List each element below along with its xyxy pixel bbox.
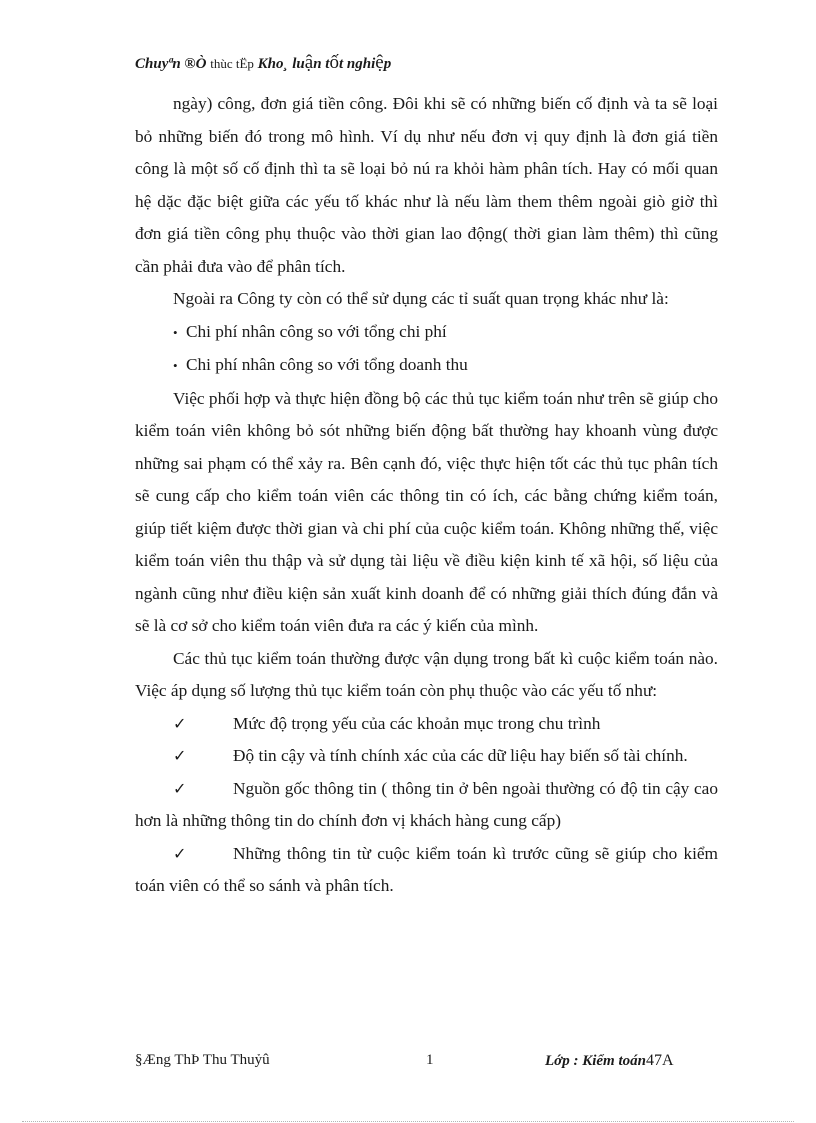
bullet-icon: •	[173, 324, 178, 340]
bullet-item-2	[135, 349, 718, 383]
header-text-7: t nghi	[338, 56, 376, 72]
checkmark-icon: ✓	[173, 713, 187, 733]
footer-author-text-2: ỷ	[254, 1052, 263, 1068]
check-text-3: Nguồn gốc thông tin ( thông tin ở bên ngoài thường có độ tin cậy cao hơn là những thông tin do chính đơn vị khách hàng cung cấp)	[135, 778, 718, 830]
check-text-2: Độ tin cậy và tính chính xác của các dữ liệu hay biến số tài chính.	[233, 746, 688, 765]
header-text-1: Chuyªn ®Ò	[135, 56, 207, 72]
footer-class-number: 47A	[645, 1052, 674, 1069]
bullet-icon: •	[173, 358, 178, 373]
footer-class-label: Lớp : Kiểm toán	[545, 1053, 646, 1069]
header-text-9: p	[383, 56, 392, 72]
bullet-text-2: Chi phí nhân công so với tổng doanh thu	[186, 355, 468, 374]
paragraph-1: ngày) công, đơn giá tiền công. Đôi khi sẽ có những biến cố định và ta sẽ loại bỏ những biến đó trong mô hình. Ví dụ như nếu đơn vị quy định là đơn giá tiền công là một số cố định thì ta sẽ loại bỏ nú ra khỏi hàm phân tích. Hay có mối quan hệ dặc đặc biệt giữa các yếu tố khác như là nếu làm them thêm ngoài giò giờ thì đơn giá tiền công phụ thuộc vào thời gian lao động( thời gian làm thêm) thì cũng cần phải đưa vào để phân tích.	[135, 94, 718, 276]
page-number: 1	[426, 1052, 434, 1068]
page-body	[135, 88, 718, 903]
footer-author-text-3: û	[262, 1052, 270, 1068]
check-text-1: Mức độ trọng yếu của các khoản mục trong chu trình	[233, 713, 601, 733]
header-text-6: ố	[329, 52, 339, 73]
page-bottom-divider	[22, 1121, 794, 1122]
check-item-3	[135, 773, 718, 838]
footer-class	[545, 1052, 674, 1070]
checkmark-icon: ✓	[173, 843, 187, 863]
header-text-8: ệ	[375, 52, 384, 73]
page-header	[135, 52, 735, 74]
paragraph-2: Ngoài ra Công ty còn có thể sử dụng các tỉ suất quan trọng khác như là:	[173, 289, 669, 308]
checkmark-icon: ✓	[173, 746, 187, 765]
header-text-4: ậ	[304, 52, 314, 73]
footer-author-text-1: §Æng ThÞ Thu Thu	[135, 1052, 255, 1068]
check-text-4: Những thông tin từ cuộc kiểm toán kì trước cũng sẽ giúp cho kiểm toán viên có thể so sánh và phân tích.	[135, 843, 718, 895]
header-text-2: thùc tËp	[210, 56, 254, 71]
header-text-3: Kho¸ lu	[257, 56, 305, 72]
bullet-text-1: Chi phí nhân công so với tổng chi phí	[186, 321, 447, 341]
header-text-5: n t	[313, 56, 330, 72]
paragraph-4: Các thủ tục kiểm toán thường được vận dụng trong bất kì cuộc kiểm toán nào. Việc áp dụng số lượng thủ tục kiểm toán còn phụ thuộc vào các yếu tố như:	[135, 648, 718, 700]
footer-author	[135, 1052, 270, 1069]
checkmark-icon: ✓	[173, 778, 187, 798]
check-item-2	[135, 740, 718, 773]
check-item-1	[135, 708, 718, 741]
bullet-item-1	[135, 316, 718, 350]
check-item-4	[135, 838, 718, 903]
paragraph-3: Việc phối hợp và thực hiện đồng bộ các thủ tục kiểm toán như trên sẽ giúp cho kiểm toán viên không bỏ sót những biến động bất thường hay khoanh vùng được những sai phạm có thể xảy ra. Bên cạnh đó, việc thực hiện tốt các thủ tục phân tích sẽ cung cấp cho kiểm toán viên các thông tin có ích, các bằng chứng kiểm toán, giúp tiết kiệm được thời gian và chi phí của cuộc kiểm toán. Không những thế, việc kiểm toán viên thu thập và sử dụng tài liệu về điều kiện kinh tế xã hội, số liệu của ngành cũng như điều kiện sản xuất kinh doanh để có những giải thích đúng đắn và sẽ là cơ sở cho kiểm toán viên đưa ra các ý kiến của mình.	[135, 388, 718, 635]
